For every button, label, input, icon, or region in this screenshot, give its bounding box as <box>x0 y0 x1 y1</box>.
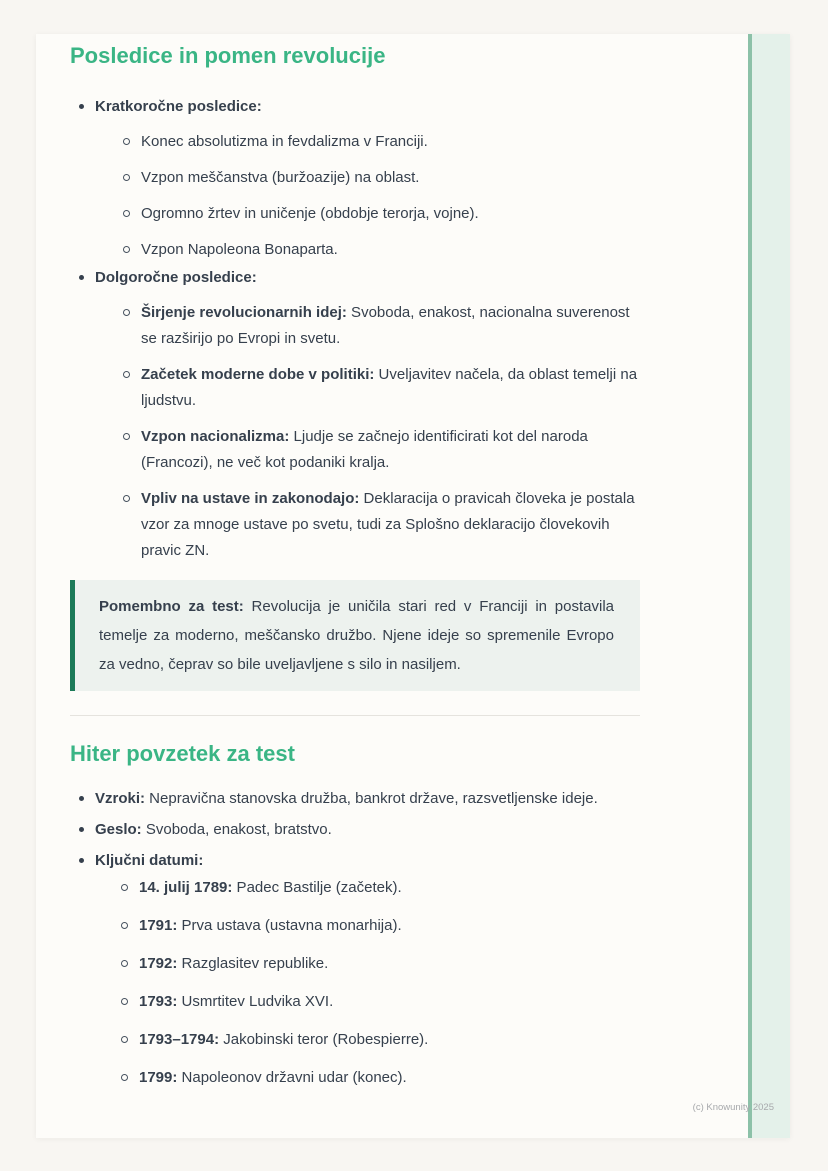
sublist-item <box>121 951 640 977</box>
list-item-text: Vzpon Napoleona Bonaparta. <box>141 241 338 258</box>
sublist-item <box>123 237 640 263</box>
list-item-text: Začetek moderne dobe v politiki: Uveljavitev načela, da oblast temelji na ljudstvu. <box>141 366 638 409</box>
sublist-item <box>121 1065 640 1091</box>
list-item-text: Ogromno žrtev in uničenje (obdobje terorja, vojne). <box>141 205 479 222</box>
sublist-item <box>121 1027 640 1053</box>
list-item-label: Dolgoročne posledice: <box>95 269 257 286</box>
list-item-text <box>95 269 257 286</box>
sublist-item <box>121 989 640 1015</box>
section-divider <box>70 715 640 716</box>
list-item <box>78 848 640 1091</box>
list-item-label: 1799: <box>139 1069 178 1086</box>
sublist-item <box>123 165 640 191</box>
list-item-text: 1793–1794: Jakobinski teror (Robespierre). <box>139 1031 429 1048</box>
list-item-text: 1799: Napoleonov državni udar (konec). <box>139 1069 407 1086</box>
list-item-label: Širjenje revolucionarnih idej: <box>141 304 347 321</box>
list-item-label: Vpliv na ustave in zakonodajo: <box>141 490 360 507</box>
sublist-item <box>121 913 640 939</box>
list-item-label: Kratkoročne posledice: <box>95 98 262 115</box>
list-item-label: Začetek moderne dobe v politiki: <box>141 366 375 383</box>
important-for-test-callout <box>70 580 640 691</box>
list-item <box>78 265 640 564</box>
callout-body: Revolucija je uničila stari red v Franciji in postavila temelje za moderno, meščansko družbo. Njene ideje so spremenile Evropo za vedno, čeprav so bile uveljavljene s silo in nasiljem. <box>99 598 614 673</box>
right-accent-panel <box>752 34 790 1138</box>
list-item-label: 1793: <box>139 993 178 1010</box>
list-item <box>78 817 640 842</box>
list-item-text: Geslo: Svoboda, enakost, bratstvo. <box>95 821 332 838</box>
list-item-text: Vzpon nacionalizma: Ljudje se začnejo identificirati kot del naroda (Francozi), ne več kot podaniki kralja. <box>141 428 588 471</box>
list-item-label: 1791: <box>139 917 178 934</box>
list-item-text: 1792: Razglasitev republike. <box>139 955 329 972</box>
list-item-text: Konec absolutizma in fevdalizma v Franciji. <box>141 133 428 150</box>
sublist <box>123 129 640 263</box>
section2-list <box>78 786 640 1091</box>
sublist-item <box>123 362 640 414</box>
sublist-item <box>123 129 640 155</box>
sublist-item <box>121 875 640 901</box>
list-item-label: 1793–1794: <box>139 1031 220 1048</box>
list-item-label: 14. julij 1789: <box>139 879 233 896</box>
list-item <box>78 786 640 811</box>
section2-title: Hiter povzetek za test <box>70 741 295 766</box>
sublist-item <box>123 201 640 227</box>
sublist-item <box>123 424 640 476</box>
sublist <box>123 300 640 564</box>
list-item-text: 14. julij 1789: Padec Bastilje (začetek). <box>139 879 402 896</box>
copyright-watermark: (c) Knowunity 2025 <box>692 1102 774 1113</box>
list-item-label: 1792: <box>139 955 178 972</box>
sublist <box>121 875 640 1091</box>
callout-label: Pomembno za test: <box>99 598 244 615</box>
sublist-item <box>123 486 640 564</box>
sublist-item <box>123 300 640 352</box>
list-item-text: Vzroki: Nepravična stanovska družba, bankrot države, razsvetljenske ideje. <box>95 790 598 807</box>
right-accent-line <box>748 34 752 1138</box>
list-item-text: Vzpon meščanstva (buržoazije) na oblast. <box>141 169 420 186</box>
list-item-label: Vzroki: <box>95 790 146 807</box>
document-page <box>36 34 790 1138</box>
document-content <box>36 34 640 1091</box>
list-item-label: Vzpon nacionalizma: <box>141 428 290 445</box>
section1-list <box>78 94 640 564</box>
list-item-text: 1791: Prva ustava (ustavna monarhija). <box>139 917 402 934</box>
section1-title: Posledice in pomen revolucije <box>70 43 386 68</box>
callout-text <box>99 592 614 679</box>
list-item-label: Geslo: <box>95 821 142 838</box>
list-item-text <box>95 852 203 869</box>
list-item <box>78 94 640 263</box>
list-item-text <box>95 98 262 115</box>
list-item-text: Širjenje revolucionarnih idej: Svoboda, enakost, nacionalna suverenost se razširijo po Evropi in svetu. <box>141 304 630 347</box>
list-item-text: 1793: Usmrtitev Ludvika XVI. <box>139 993 334 1010</box>
list-item-label: Ključni datumi: <box>95 852 204 869</box>
list-item-text: Vpliv na ustave in zakonodajo: Deklaracija o pravicah človeka je postala vzor za mnoge ustave po svetu, tudi za Splošno deklaracijo človekovih pravic ZN. <box>141 490 635 559</box>
